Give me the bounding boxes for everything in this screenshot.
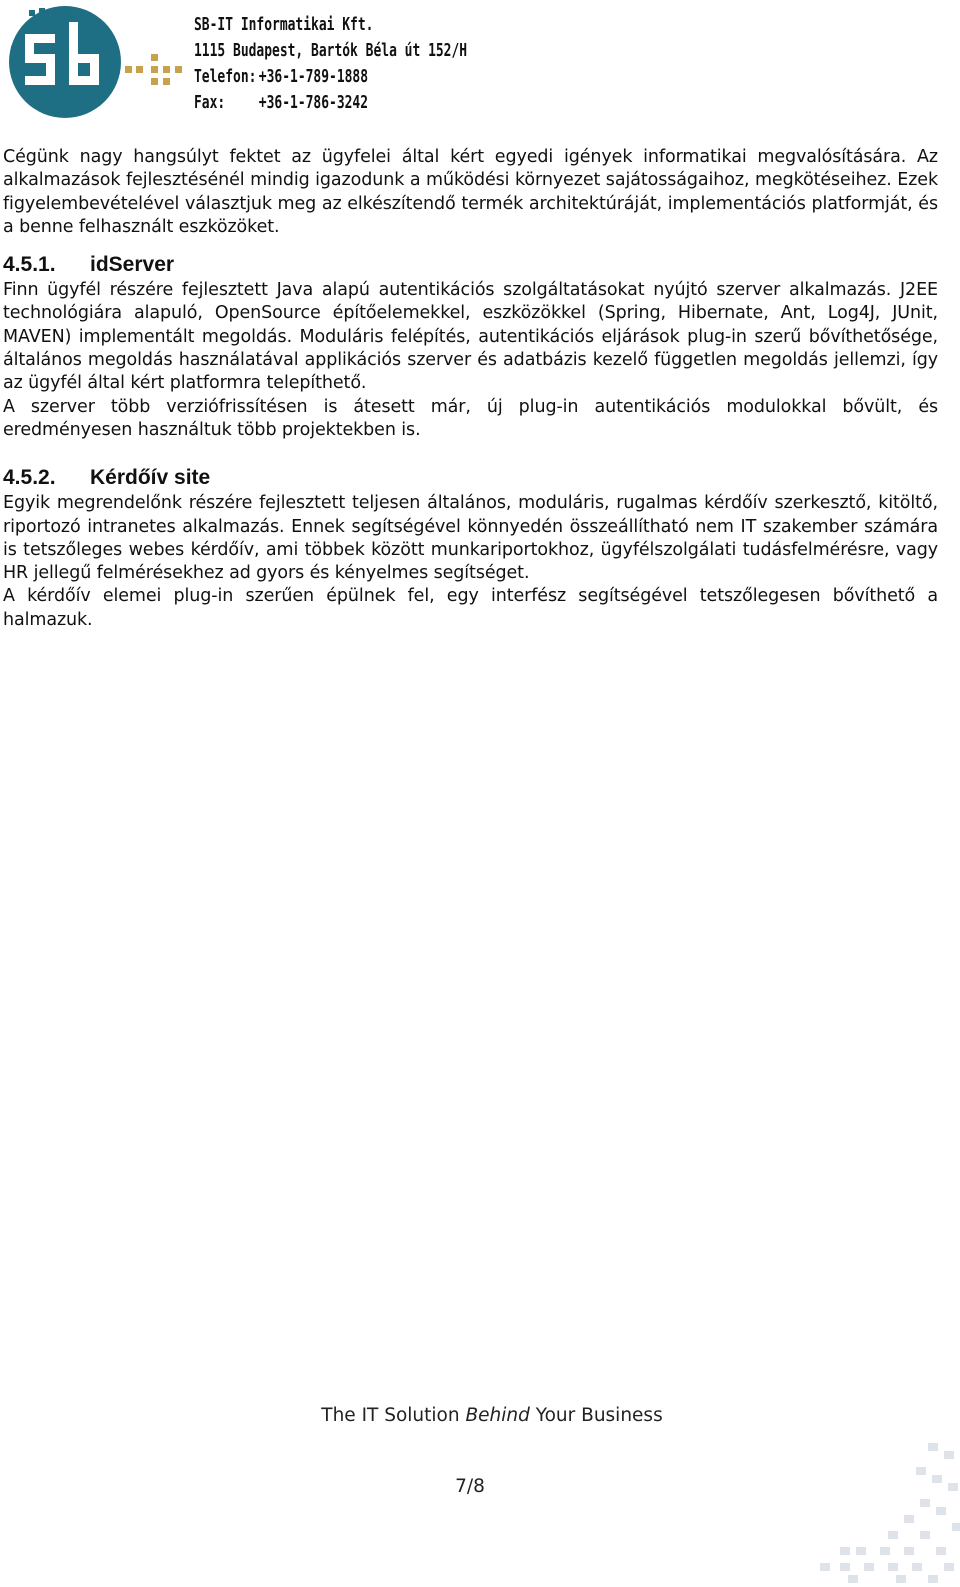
- page-content: [3, 146, 938, 632]
- slogan-start: The IT Solution: [321, 1405, 466, 1426]
- intro-paragraph: Cégünk nagy hangsúlyt fektet az ügyfelei által kért egyedi igények informatikai megvalósítására. Az alkalmazások fejlesztésénél mindig igazodunk a működési környezet sajátosságaihoz, megkötéseihez. Ezek figyelembevételével választjuk meg az elkészítendő termék architektúráját, implementációs platformját, és a benne felhasznált eszközöket.: [3, 147, 938, 237]
- section-title: idServer: [90, 253, 175, 277]
- company-phone-row: [194, 64, 467, 90]
- section-heading-kerdoiv: [3, 464, 938, 492]
- kerdoiv-paragraph-1: Egyik megrendelőnk részére fejlesztett teljesen általános, moduláris, rugalmas kérdőív szerkesztő, kitöltő, riportozó intranetes alkalmazás. Ennek segítségével könnyedén összeállítható nem IT szakember számára is tetszőleges webes kérdőív, ami többek között munkariportokhoz, ügyfélszolgálati tudásfelmérésre, vagy HR jellegű felmérésekhez ad gyors és kényelmes segítséget.: [3, 493, 938, 584]
- fax-label: Fax:: [194, 92, 226, 113]
- fax-number: +36-1-786-3242: [258, 92, 369, 113]
- decorative-pixel-pattern: [820, 1423, 960, 1583]
- page-number: 7/8: [455, 1476, 485, 1497]
- company-address: 1115 Budapest, Bartók Béla út 152/H: [194, 40, 468, 61]
- company-contact-block: [194, 12, 573, 116]
- company-logo: [3, 4, 185, 120]
- phone-number: +36-1-789-1888: [258, 66, 369, 87]
- phone-label: Telefon:: [194, 66, 257, 87]
- idserver-paragraph-1: Finn ügyfél részére fejlesztett Java alapú autentikációs szolgáltatásokat nyújtó szerver alkalmazás. J2EE technológiára alapuló, OpenSource építőelemekkel, eszközökkel (Spring, Hibernate, Ant, Log4J, JUnit, MAVEN) implementált megoldás. Moduláris felépítés, autentikációs eljárások plug-in szerű bővíthetősége, általános megoldás használatával applikációs szerver és adatbázis kezelő független megoldás jellemzi, így az ügyfél által kért platformra telepíthető.: [3, 280, 938, 394]
- page-header: [0, 0, 960, 130]
- idserver-paragraph-2: A szerver több verziófrissítésen is átesett már, új plug-in autentikációs modulokkal bővült, és eredményesen használtuk több projektekben is.: [3, 396, 938, 440]
- section-heading-idserver: [3, 251, 938, 279]
- slogan-end: Your Business: [529, 1405, 663, 1426]
- section-number: 4.5.1.: [3, 253, 56, 277]
- footer-slogan: [0, 1405, 960, 1426]
- section-title: Kérdőív site: [90, 466, 211, 490]
- company-name: SB-IT Informatikai Kft.: [194, 14, 374, 35]
- company-fax-row: [194, 90, 467, 116]
- section-number: 4.5.2.: [3, 466, 56, 490]
- slogan-emphasis: Behind: [465, 1405, 530, 1426]
- kerdoiv-paragraph-2: A kérdőív elemei plug-in szerűen épülnek fel, egy interfész segítségével tetszőlegesen bővíthető a halmazuk.: [3, 586, 938, 630]
